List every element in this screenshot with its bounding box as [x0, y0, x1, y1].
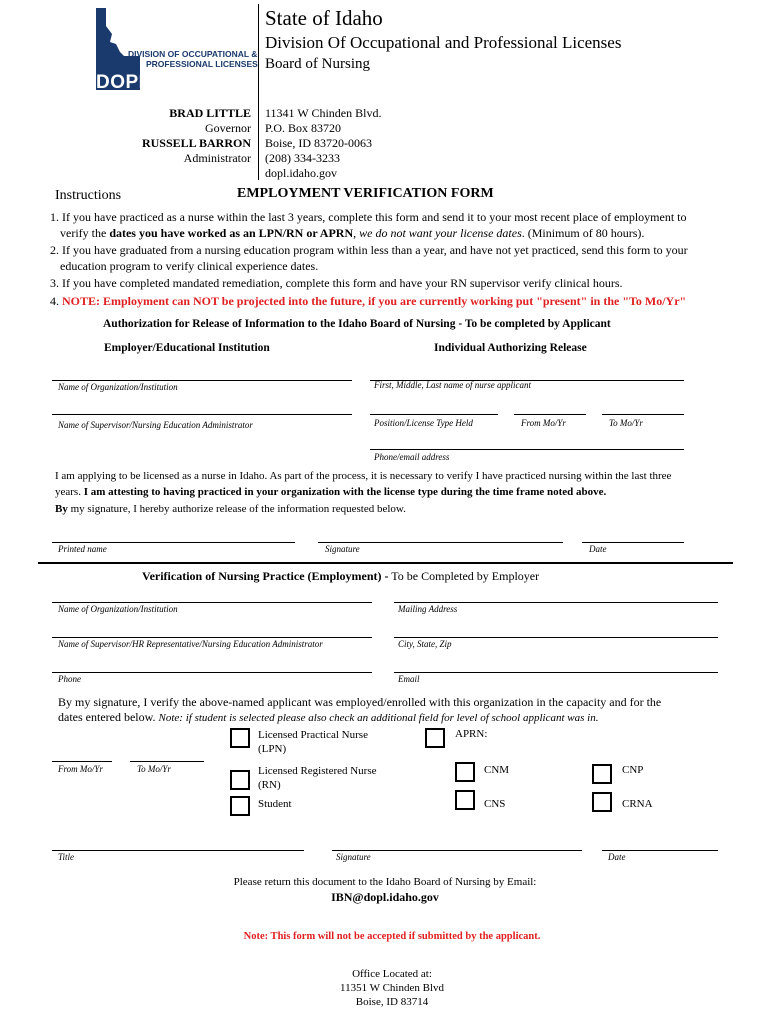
- emp-date-label: Date: [608, 852, 626, 862]
- applicant-signature-label: Signature: [325, 544, 360, 554]
- applicant-name-label: First, Middle, Last name of nurse applicant: [374, 380, 531, 390]
- address-line: P.O. Box 83720: [265, 121, 342, 135]
- supervisor-name-field[interactable]: [52, 414, 352, 415]
- emp-from-date-field[interactable]: [52, 761, 112, 762]
- emp-org-name-field[interactable]: [52, 602, 372, 603]
- from-date-field[interactable]: [514, 414, 586, 415]
- rn-checkbox[interactable]: [230, 770, 250, 790]
- instruction-2-cont: education program to verify clinical experience dates.: [60, 258, 319, 273]
- emp-from-date-label: From Mo/Yr: [58, 764, 103, 774]
- applicant-date-label: Date: [589, 544, 607, 554]
- printed-name-field[interactable]: [52, 542, 295, 543]
- division-title: Division Of Occupational and Professional Licenses: [265, 33, 622, 52]
- lpn-checkbox[interactable]: [230, 728, 250, 748]
- submission-note: Note: This form will not be accepted if submitted by the applicant.: [243, 931, 541, 942]
- emp-signature-field[interactable]: [332, 850, 582, 851]
- org-name-field[interactable]: [52, 380, 352, 381]
- rn-label: Licensed Registered Nurse (RN): [258, 765, 377, 791]
- cns-label: CNS: [484, 798, 506, 810]
- board-title: Board of Nursing: [265, 56, 370, 72]
- instruction-3: 3. If you have completed mandated remediation, complete this form and have your RN supervisor verify clinical hours.: [50, 276, 623, 290]
- crna-label: CRNA: [622, 798, 653, 810]
- authorizer-column-heading: Individual Authorizing Release: [434, 342, 587, 354]
- mailing-address-label: Mailing Address: [398, 604, 458, 614]
- student-label: Student: [258, 798, 292, 810]
- to-date-field[interactable]: [602, 414, 684, 415]
- emp-date-field[interactable]: [602, 850, 718, 851]
- instructions-label: Instructions: [55, 188, 122, 203]
- instruction-1-cont: verify the dates you have worked as an LPN/RN or APRN, we do not want your license dates. (Minimum of 80 hours).: [60, 225, 645, 240]
- governor-title: Governor: [205, 121, 251, 135]
- emp-phone-label: Phone: [58, 674, 81, 684]
- emp-signature-label: Signature: [336, 852, 371, 862]
- emp-phone-field[interactable]: [52, 672, 372, 673]
- cnp-checkbox[interactable]: [592, 764, 612, 784]
- printed-name-label: Printed name: [58, 544, 107, 554]
- administrator-name: RUSSELL BARRON: [141, 136, 251, 150]
- address-line: 11341 W Chinden Blvd.: [265, 106, 382, 120]
- office-address: Office Located at: 11351 W Chinden Blvd Boise, ID 83714: [340, 968, 444, 1008]
- logo-line-1: DIVISION OF OCCUPATIONAL &: [128, 49, 258, 59]
- emp-to-date-label: To Mo/Yr: [137, 764, 171, 774]
- city-state-zip-label: City, State, Zip: [398, 639, 452, 649]
- hr-rep-name-label: Name of Supervisor/HR Representative/Nursing Education Administrator: [58, 639, 323, 649]
- logo-line-2: PROFESSIONAL LICENSES: [146, 59, 258, 69]
- org-name-label: Name of Organization/Institution: [58, 382, 178, 392]
- student-checkbox[interactable]: [230, 796, 250, 816]
- supervisor-name-label: Name of Supervisor/Nursing Education Administrator: [58, 420, 253, 430]
- emp-email-field[interactable]: [394, 672, 718, 673]
- emp-to-date-field[interactable]: [130, 761, 204, 762]
- emp-email-label: Email: [398, 674, 420, 684]
- emp-title-label: Title: [58, 852, 75, 862]
- address-line: Boise, ID 83720-0063: [265, 136, 372, 150]
- from-date-label: From Mo/Yr: [521, 418, 566, 428]
- instruction-2: 2. If you have graduated from a nursing education program within less than a year, and have not yet practiced, send this form to your: [50, 243, 688, 257]
- governor-name: BRAD LITTLE: [169, 106, 251, 120]
- instruction-list: [50, 210, 740, 309]
- employer-column-heading: Employer/Educational Institution: [104, 342, 270, 354]
- applicant-date-field[interactable]: [582, 542, 684, 543]
- to-date-label: To Mo/Yr: [609, 418, 643, 428]
- section-divider: [38, 562, 733, 564]
- phone-number: (208) 334-3233: [265, 151, 340, 165]
- emp-org-name-label: Name of Organization/Institution: [58, 604, 178, 614]
- cns-checkbox[interactable]: [455, 790, 475, 810]
- applicant-signature-field[interactable]: [318, 542, 563, 543]
- instruction-1: 1. If you have practiced as a nurse within the last 3 years, complete this form and send it to your most recent place of employment to: [50, 210, 687, 224]
- crna-checkbox[interactable]: [592, 792, 612, 812]
- employer-attestation: By my signature, I verify the above-named applicant was employed/enrolled with this organization in the capacity and for the dates entered below. Note: if student is selected please also check an additional field for level of school applicant was in.: [58, 695, 662, 724]
- aprn-label: APRN:: [455, 728, 488, 740]
- state-title: State of Idaho: [265, 6, 383, 30]
- cnm-checkbox[interactable]: [455, 762, 475, 782]
- applicant-section-title: Authorization for Release of Information to the Idaho Board of Nursing - To be completed by Applicant: [103, 318, 611, 330]
- return-instructions: Please return this document to the Idaho Board of Nursing by Email:: [233, 876, 537, 888]
- lpn-label: Licensed Practical Nurse (LPN): [258, 729, 368, 755]
- administrator-title: Administrator: [183, 151, 251, 165]
- emp-title-field[interactable]: [52, 850, 304, 851]
- dopl-logo: [90, 6, 258, 94]
- instruction-4: 4. NOTE: Employment can NOT be projected into the future, if you are currently working put "present" in the "To Mo/Yr": [50, 293, 687, 308]
- city-state-zip-field[interactable]: [394, 637, 718, 638]
- employer-section-title: Verification of Nursing Practice (Employment) - To be Completed by Employer: [142, 569, 540, 583]
- header-divider: [258, 4, 259, 180]
- mailing-address-field[interactable]: [394, 602, 718, 603]
- return-email-link[interactable]: IBN@dopl.idaho.gov: [331, 890, 439, 904]
- aprn-checkbox[interactable]: [425, 728, 445, 748]
- cnp-label: CNP: [622, 764, 644, 776]
- phone-email-label: Phone/email address: [374, 452, 450, 462]
- position-field[interactable]: [370, 414, 498, 415]
- logo-abbr: DOPL: [96, 72, 151, 93]
- cnm-label: CNM: [484, 764, 510, 776]
- form-title: EMPLOYMENT VERIFICATION FORM: [237, 186, 494, 201]
- phone-email-field[interactable]: [370, 449, 684, 450]
- website: dopl.idaho.gov: [265, 166, 337, 180]
- position-label: Position/License Type Held: [374, 418, 473, 428]
- hr-rep-name-field[interactable]: [52, 637, 372, 638]
- applicant-attestation: I am applying to be licensed as a nurse in Idaho. As part of the process, it is necessary to verify I have practiced nursing within the last three years. I am attesting to having practiced in your organization with the license type during the time frame noted above. By my signature, I hereby authorize release of the information requested below.: [55, 470, 672, 515]
